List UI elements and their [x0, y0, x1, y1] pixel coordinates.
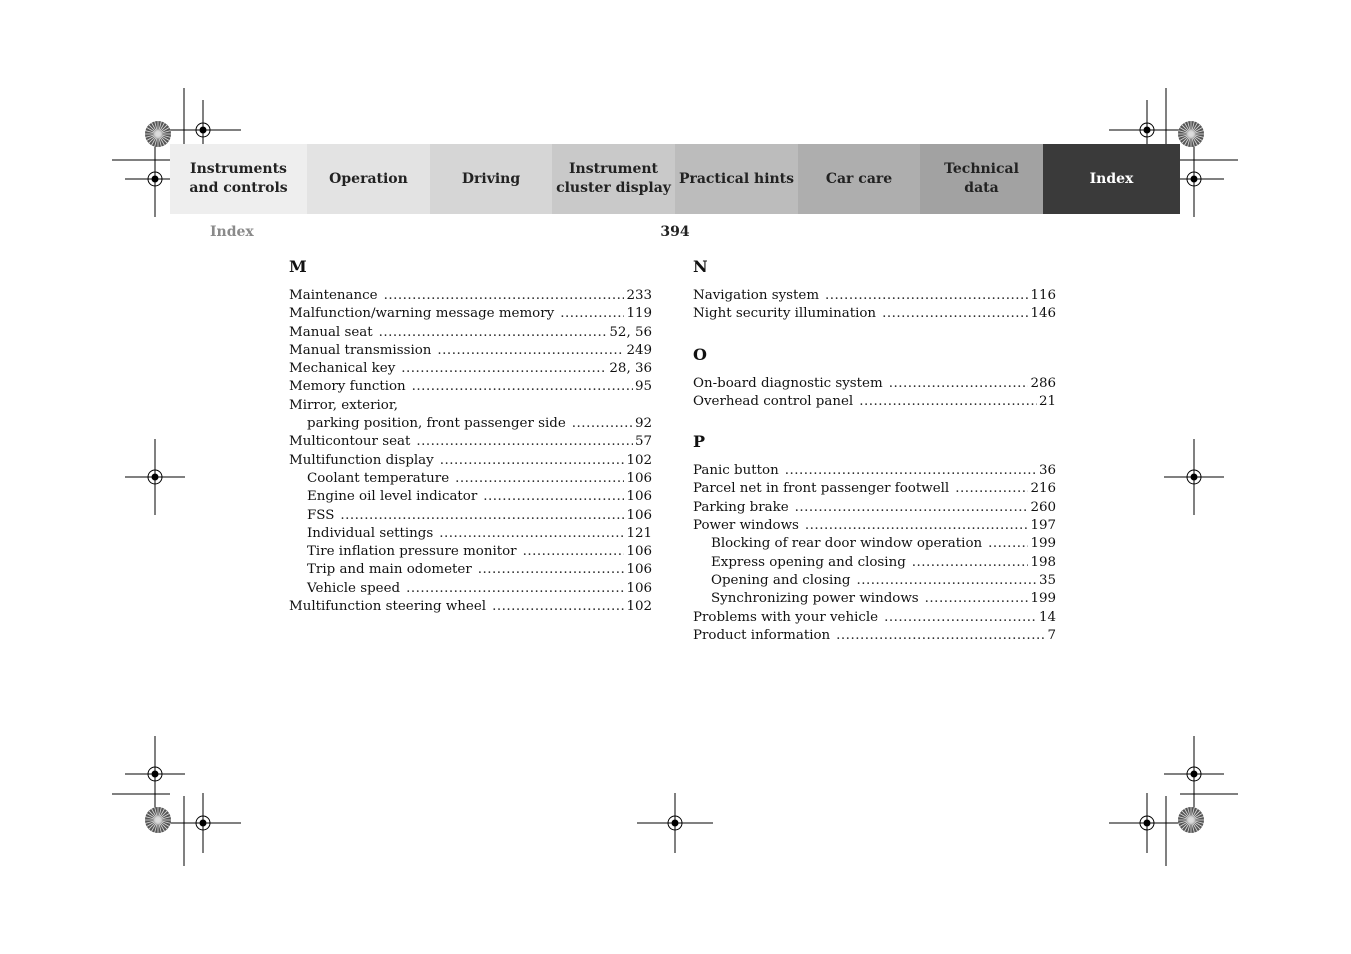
entry-page: 106	[626, 489, 652, 505]
entry-page: 119	[626, 306, 652, 322]
leader-dots	[379, 324, 608, 342]
leader-dots	[406, 580, 624, 598]
entry-page: 7	[1047, 627, 1056, 643]
entry-page: 92	[634, 416, 652, 432]
entry-label: Engine oil level indicator	[307, 489, 478, 505]
index-subentry[interactable]	[289, 525, 652, 543]
leader-dots	[572, 415, 633, 433]
entry-page: 286	[1030, 375, 1056, 391]
entry-page: 95	[634, 379, 652, 395]
index-group-n	[693, 256, 1056, 324]
entry-label: Problems with your vehicle	[693, 609, 879, 625]
index-subentry[interactable]	[289, 470, 652, 488]
index-subentry[interactable]	[289, 561, 652, 579]
entry-page: 102	[626, 599, 652, 615]
entry-label: Panic button	[693, 463, 779, 479]
entry-page: 57	[634, 434, 652, 450]
index-entry[interactable]	[289, 287, 652, 305]
tab-label: Car care	[825, 170, 893, 187]
leader-dots	[437, 342, 624, 360]
leader-dots	[483, 488, 624, 506]
leader-dots	[859, 393, 1037, 411]
entry-label: Night security illumination	[693, 306, 877, 322]
index-subentry[interactable]	[693, 554, 1056, 572]
tab-car-care[interactable]	[798, 144, 920, 214]
leader-dots	[440, 452, 625, 470]
page-number: 394	[660, 224, 690, 240]
entry-page: 14	[1038, 609, 1056, 625]
entry-label: Parcel net in front passenger footwell	[693, 481, 950, 497]
tab-label: Driving	[461, 170, 521, 187]
entry-label: FSS	[307, 507, 335, 523]
leader-dots	[836, 627, 1045, 645]
tab-label: Instrument cluster display	[556, 161, 671, 196]
tab-operation[interactable]	[307, 144, 430, 214]
index-entry[interactable]	[693, 375, 1056, 393]
index-subentry[interactable]	[289, 580, 652, 598]
index-entry[interactable]	[693, 499, 1056, 517]
leader-dots	[912, 554, 1029, 572]
leader-dots	[523, 543, 625, 561]
entry-page: 102	[626, 452, 652, 468]
entry-label: Malfunction/warning message memory	[289, 306, 555, 322]
index-entry[interactable]	[693, 627, 1056, 645]
entry-label: Product information	[693, 627, 831, 643]
index-entry[interactable]	[289, 305, 652, 323]
tab-label: Technical data	[944, 161, 1019, 196]
leader-dots	[925, 590, 1029, 608]
entry-page: 197	[1030, 518, 1056, 534]
leader-dots	[825, 287, 1028, 305]
index-entry[interactable]	[289, 342, 652, 360]
leader-dots	[785, 462, 1037, 480]
index-entry[interactable]	[289, 433, 652, 451]
tab-instruments-and-controls[interactable]	[170, 144, 307, 214]
leader-dots	[439, 525, 624, 543]
index-letter: M	[289, 257, 307, 276]
entry-label: Blocking of rear door window operation	[711, 536, 983, 552]
entry-label: Vehicle speed	[307, 580, 401, 596]
entry-page: 198	[1030, 554, 1056, 570]
leader-dots	[340, 507, 624, 525]
index-group-p	[693, 431, 1056, 645]
entry-label: Multifunction display	[289, 452, 434, 468]
tab-label: Operation	[329, 170, 408, 187]
section-tabs	[170, 144, 1180, 214]
index-subentry[interactable]	[289, 543, 652, 561]
entry-label: Maintenance	[289, 288, 378, 303]
entry-label: Multicontour seat	[289, 434, 411, 450]
entry-page: 146	[1030, 306, 1056, 322]
entry-label: Power windows	[693, 518, 799, 534]
entry-label: Synchronizing power windows	[711, 591, 919, 607]
tab-label: Instruments and controls	[189, 161, 288, 196]
leader-dots	[805, 517, 1029, 535]
index-letter: O	[693, 344, 707, 364]
leader-dots	[416, 433, 633, 451]
leader-dots	[455, 470, 624, 488]
entry-page: 36	[1038, 463, 1056, 479]
entry-page: 28, 36	[609, 361, 652, 377]
entry-page: 106	[626, 470, 652, 486]
index-entry[interactable]	[693, 305, 1056, 323]
section-label: Index	[210, 224, 254, 240]
leader-dots	[955, 480, 1028, 498]
entry-page: 106	[626, 544, 652, 560]
entry-label: Multifunction steering wheel	[289, 599, 487, 615]
entry-page: 216	[1030, 481, 1056, 497]
entry-label: Navigation system	[693, 288, 820, 303]
entry-label: Coolant temperature	[307, 470, 450, 486]
index-entry[interactable]	[693, 287, 1056, 305]
index-group-o	[693, 344, 1056, 412]
index-entry[interactable]	[289, 324, 652, 342]
index-entry-heading	[289, 397, 652, 415]
entry-page: 199	[1030, 591, 1056, 607]
entry-page: 121	[626, 525, 652, 541]
leader-dots	[384, 287, 625, 305]
index-entry[interactable]	[289, 452, 652, 470]
index-subentry[interactable]	[289, 507, 652, 525]
leader-dots	[988, 535, 1028, 553]
index-letter: P	[693, 432, 706, 452]
entry-page: 106	[626, 580, 652, 596]
entry-page: 35	[1038, 572, 1056, 588]
leader-dots	[401, 360, 607, 378]
entry-label: parking position, front passenger side	[307, 416, 566, 432]
entry-page: 116	[1030, 288, 1056, 303]
entry-label: Opening and closing	[711, 572, 851, 588]
entry-page: 106	[626, 507, 652, 523]
entry-label: Trip and main odometer	[307, 562, 472, 578]
index-entry[interactable]	[289, 598, 652, 616]
index-subentry[interactable]	[289, 488, 652, 506]
leader-dots	[492, 598, 624, 616]
index-letter: N	[693, 257, 708, 276]
entry-page: 249	[626, 342, 652, 358]
entry-label: Memory function	[289, 379, 406, 395]
entry-label: Mirror, exterior,	[289, 397, 399, 413]
tab-index[interactable]	[1043, 144, 1180, 214]
tab-driving[interactable]	[430, 144, 552, 214]
leader-dots	[412, 378, 633, 396]
index-subentry[interactable]	[289, 415, 652, 433]
index-entry[interactable]	[693, 480, 1056, 498]
leader-dots	[884, 609, 1037, 627]
index-subentry[interactable]	[693, 590, 1056, 608]
index-entry[interactable]	[289, 360, 652, 378]
index-subentry[interactable]	[693, 572, 1056, 590]
index-subentry[interactable]	[693, 535, 1056, 553]
entry-label: On-board diagnostic system	[693, 375, 883, 391]
leader-dots	[478, 561, 625, 579]
tab-practical-hints[interactable]	[675, 144, 798, 214]
entry-page: 106	[626, 562, 652, 578]
leader-dots	[856, 572, 1036, 590]
entry-label: Express opening and closing	[711, 554, 906, 570]
entry-page: 52, 56	[609, 324, 652, 340]
entry-page: 199	[1030, 536, 1056, 552]
entry-label: Tire inflation pressure monitor	[307, 544, 517, 560]
entry-page: 233	[626, 288, 652, 303]
entry-page: 260	[1030, 499, 1056, 515]
entry-label: Individual settings	[307, 525, 434, 541]
index-column-left	[289, 256, 652, 616]
index-entry[interactable]	[289, 378, 652, 396]
leader-dots	[882, 305, 1028, 323]
index-entry[interactable]	[693, 517, 1056, 535]
index-entry[interactable]	[693, 462, 1056, 480]
entry-label: Mechanical key	[289, 361, 396, 377]
entry-page: 21	[1038, 393, 1056, 409]
entry-label: Manual transmission	[289, 342, 432, 358]
tab-label: Index	[1089, 170, 1134, 187]
leader-dots	[795, 499, 1029, 517]
leader-dots	[560, 305, 624, 323]
index-group-m	[289, 256, 652, 616]
index-entry[interactable]	[693, 393, 1056, 411]
tab-label: Practical hints	[678, 170, 795, 187]
entry-label: Manual seat	[289, 324, 373, 340]
entry-label: Parking brake	[693, 499, 789, 515]
tab-technical-data[interactable]	[920, 144, 1043, 214]
entry-label: Overhead control panel	[693, 393, 854, 409]
tab-instrument-cluster-display[interactable]	[552, 144, 675, 214]
index-entry[interactable]	[693, 609, 1056, 627]
leader-dots	[889, 375, 1029, 393]
index-column-right	[693, 256, 1056, 645]
